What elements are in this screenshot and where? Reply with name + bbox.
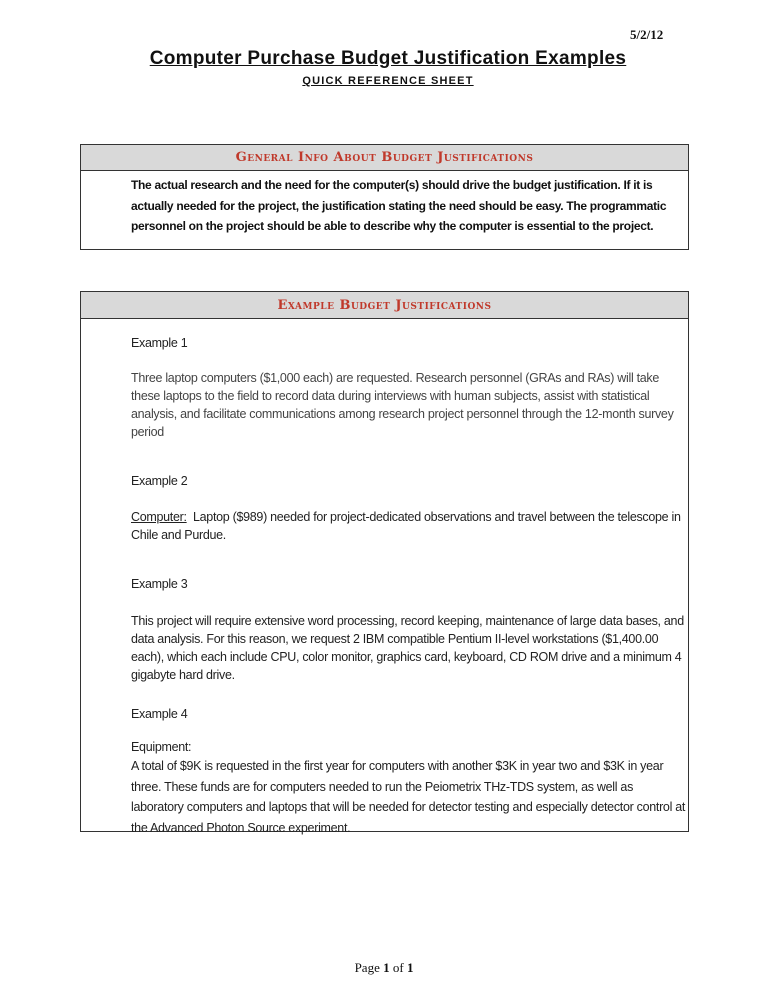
document-title-text: Computer Purchase Budget Justification Examples [149,48,627,69]
general-info-heading: General Info About Budget Justifications [81,145,688,171]
example-1-label: Example 1 [131,336,188,350]
footer-page-number: 1 [383,960,390,975]
document-subtitle-text: QUICK REFERENCE SHEET [302,75,474,87]
example-4-label: Example 4 [131,707,188,721]
document-date: 5/2/12 [630,27,664,42]
example-4-prefix: Equipment: [131,740,192,754]
general-info-box [80,144,689,250]
general-info-text: The actual research and the need for the computer(s) should drive the budget justification. If it is actually needed for the project, the justification stating the need should be easy. The programmatic personnel on the project should be able to describe why the computer is essential to the project. [131,178,667,233]
example-3-label: Example 3 [131,577,188,591]
example-3-text: This project will require extensive word processing, record keeping, maintenance of large data bases, and data analysis. For this reason, we request 2 IBM compatible Pentium II-level workstations ($1,400.00 each), which each include CPU, color monitor, graphics card, keyboard, CD ROM drive and a minimum 4 gigabyte hard drive. [131,614,684,682]
example-2-text [131,508,686,544]
example-2-body: Laptop ($989) needed for project-dedicated observations and travel between the telescope in Chile and Purdue. [131,510,684,542]
footer-of-word: of [392,960,404,975]
document-title [0,48,768,70]
footer-page-total: 1 [406,960,414,975]
page-footer [0,960,768,976]
examples-heading: Example Budget Justifications [81,292,688,319]
document-subtitle [0,75,768,87]
example-4-text: A total of $9K is requested in the first year for computers with another $3K in year two and $3K in year three. These funds are for computers needed to run the Peiometrix THz-TDS system, as well as laboratory computers and laptops that will be needed for detector testing and especially detector control at the Advanced Photon Source experiment. [131,759,686,835]
examples-box [80,291,689,835]
footer-page-word: Page [354,960,380,975]
example-2-prefix: Computer: [131,510,187,524]
example-2-label: Example 2 [131,474,188,488]
example-1-text: Three laptop computers ($1,000 each) are requested. Research personnel (GRAs and RAs) will take these laptops to the field to record data during interviews with human subjects, assist with statistical analysis, and facilitate communications among research project personnel through the 12-month survey period [131,371,674,439]
